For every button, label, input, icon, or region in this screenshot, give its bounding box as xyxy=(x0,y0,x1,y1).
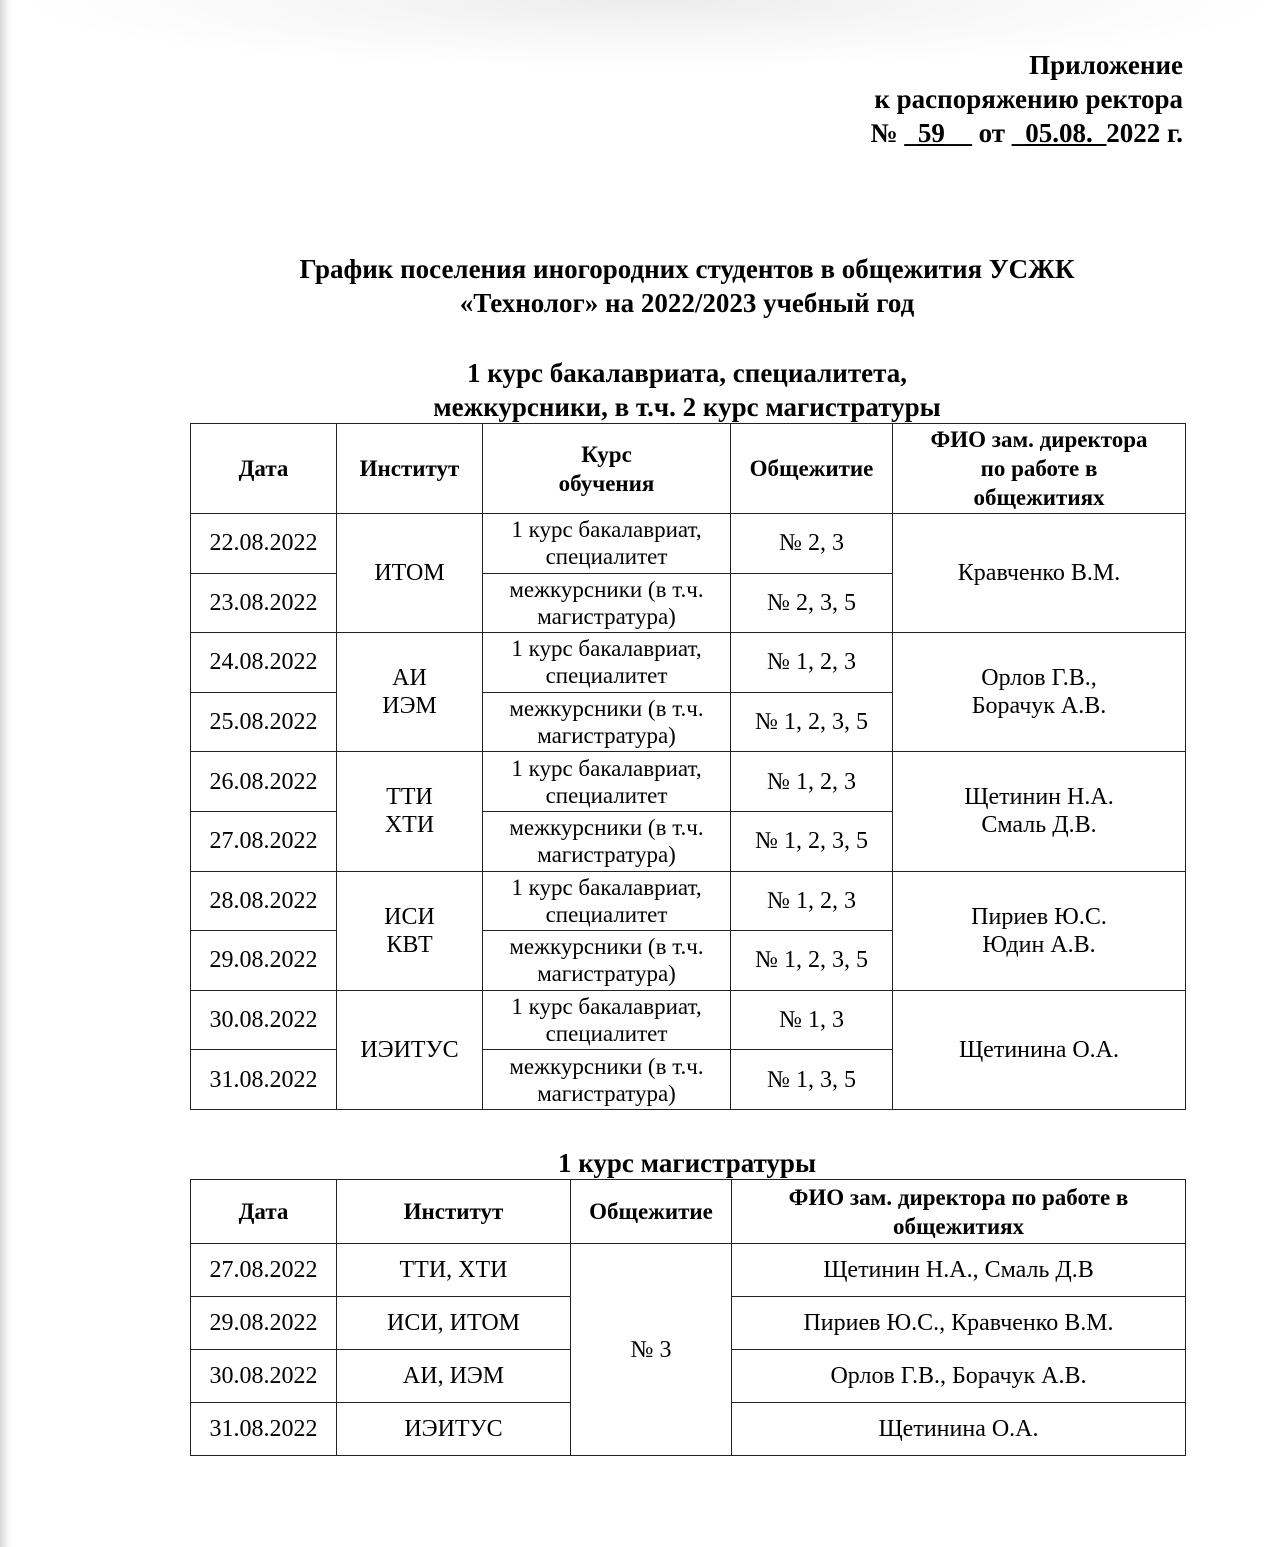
header-director-line2: общежитиях xyxy=(892,1213,1025,1239)
director-line: Смаль Д.В. xyxy=(981,812,1097,839)
cell-dorm: № 1, 2, 3 xyxy=(731,633,893,693)
header-course-line1: Курс xyxy=(581,441,632,467)
course-line: магистратура) xyxy=(537,723,676,749)
cell-date: 31.08.2022 xyxy=(191,1403,337,1456)
cell-institute: АИ, ИЭМ xyxy=(337,1350,571,1403)
cell-dorm: № 2, 3, 5 xyxy=(731,573,893,633)
cell-director: Пириев Ю.С., Кравченко В.М. xyxy=(732,1297,1186,1350)
document-title xyxy=(190,252,1184,320)
header-dorm: Общежитие xyxy=(731,424,893,514)
cell-institute xyxy=(337,871,483,990)
cell-institute xyxy=(337,752,483,871)
course-line: 1 курс бакалавриат, xyxy=(511,517,702,543)
header-director-line3: общежитиях xyxy=(973,485,1105,510)
course-line: межкурсники (в т.ч. xyxy=(509,1053,704,1079)
section1-heading xyxy=(190,356,1184,424)
cell-course xyxy=(483,990,731,1050)
cell-director xyxy=(893,752,1186,871)
course-line: магистратура) xyxy=(537,1080,676,1106)
title-line1: График поселения иногородних студентов в общежития УСЖК xyxy=(299,254,1075,284)
header-director xyxy=(893,424,1186,514)
appendix-block xyxy=(870,48,1183,150)
cell-dorm: № 3 xyxy=(571,1244,732,1456)
course-line: межкурсники (в т.ч. xyxy=(509,934,704,960)
table-row xyxy=(191,752,1186,812)
course-line: специалитет xyxy=(545,663,668,689)
director-line: Кравченко В.М. xyxy=(957,560,1121,587)
table-row xyxy=(191,1244,1186,1297)
section1-heading-line1: 1 курс бакалавриата, специалитета, xyxy=(467,358,907,388)
cell-date: 27.08.2022 xyxy=(191,1244,337,1297)
cell-director xyxy=(893,514,1186,633)
table-header-row xyxy=(191,1180,1186,1244)
cell-course xyxy=(483,633,731,693)
course-line: 1 курс бакалавриат, xyxy=(511,636,702,662)
cell-institute: ИСИ, ИТОМ xyxy=(337,1297,571,1350)
schedule-table-masters xyxy=(190,1179,1186,1456)
cell-institute xyxy=(337,514,483,633)
director-line: Щетинин Н.А. xyxy=(964,784,1114,811)
order-date: 05.08._ xyxy=(1025,118,1107,148)
cell-dorm: № 1, 2, 3 xyxy=(731,752,893,812)
cell-institute: ИЭИТУС xyxy=(337,1403,571,1456)
course-line: магистратура) xyxy=(537,603,676,629)
course-line: специалитет xyxy=(545,782,668,808)
cell-director: Щетинина О.А. xyxy=(732,1403,1186,1456)
page-edge-shadow xyxy=(0,0,12,1547)
cell-dorm: № 1, 2, 3, 5 xyxy=(731,811,893,871)
section1-heading-line2: межкурсники, в т.ч. 2 курс магистратуры xyxy=(433,392,941,422)
header-director-line1: ФИО зам. директора по работе в xyxy=(788,1184,1129,1210)
director-line: Щетинина О.А. xyxy=(958,1036,1120,1063)
cell-course xyxy=(483,514,731,574)
table-row xyxy=(191,990,1186,1050)
cell-dorm: № 1, 2, 3, 5 xyxy=(731,931,893,991)
director-line: Юдин А.В. xyxy=(982,931,1096,958)
course-line: 1 курс бакалавриат, xyxy=(511,874,702,900)
course-line: специалитет xyxy=(545,544,668,570)
header-director xyxy=(732,1180,1186,1244)
director-line: Пириев Ю.С. xyxy=(971,903,1107,930)
course-line: межкурсники (в т.ч. xyxy=(509,696,704,722)
cell-dorm: № 1, 2, 3, 5 xyxy=(731,692,893,752)
institute-line: ХТИ xyxy=(384,812,435,839)
order-number-suffix: __ от _ xyxy=(944,118,1026,148)
table-row xyxy=(191,633,1186,693)
cell-director: Орлов Г.В., Борачук А.В. xyxy=(732,1350,1186,1403)
course-line: магистратура) xyxy=(537,842,676,868)
cell-course xyxy=(483,692,731,752)
institute-line: АИ xyxy=(392,665,427,692)
cell-course xyxy=(483,1050,731,1110)
cell-date: 26.08.2022 xyxy=(191,752,337,812)
course-line: 1 курс бакалавриат, xyxy=(511,994,702,1020)
header-date: Дата xyxy=(191,1180,337,1244)
course-line: магистратура) xyxy=(537,961,676,987)
institute-line: ИЭМ xyxy=(382,693,437,720)
cell-date: 30.08.2022 xyxy=(191,1350,337,1403)
table-row xyxy=(191,514,1186,574)
header-director-line1: ФИО зам. директора xyxy=(930,427,1148,452)
section2-heading: 1 курс магистратуры xyxy=(557,1148,817,1178)
table-row xyxy=(191,871,1186,931)
course-line: специалитет xyxy=(545,901,668,927)
cell-course xyxy=(483,871,731,931)
header-course-line2: обучения xyxy=(558,470,655,496)
course-line: межкурсники (в т.ч. xyxy=(509,815,704,841)
director-line: Борачук А.В. xyxy=(971,693,1107,720)
cell-dorm: № 1, 3 xyxy=(731,990,893,1050)
table-header-row xyxy=(191,424,1186,514)
cell-date: 23.08.2022 xyxy=(191,573,337,633)
header-course xyxy=(483,424,731,514)
schedule-table-bachelors xyxy=(190,423,1186,1110)
cell-institute xyxy=(337,990,483,1109)
cell-course xyxy=(483,573,731,633)
cell-dorm: № 1, 2, 3 xyxy=(731,871,893,931)
order-year: 2022 г. xyxy=(1106,118,1183,148)
header-dorm: Общежитие xyxy=(571,1180,732,1244)
cell-date: 25.08.2022 xyxy=(191,692,337,752)
cell-dorm: № 1, 3, 5 xyxy=(731,1050,893,1110)
cell-dorm: № 2, 3 xyxy=(731,514,893,574)
cell-date: 29.08.2022 xyxy=(191,931,337,991)
cell-institute xyxy=(337,633,483,752)
cell-institute: ТТИ, ХТИ xyxy=(337,1244,571,1297)
cell-director xyxy=(893,990,1186,1109)
institute-line: ИТОМ xyxy=(374,560,445,587)
cell-director xyxy=(893,871,1186,990)
cell-date: 28.08.2022 xyxy=(191,871,337,931)
institute-line: ТТИ xyxy=(386,784,433,811)
cell-date: 24.08.2022 xyxy=(191,633,337,693)
institute-line: ИСИ xyxy=(384,903,435,930)
appendix-line2: к распоряжению ректора xyxy=(874,84,1183,114)
cell-date: 27.08.2022 xyxy=(191,811,337,871)
director-line: Орлов Г.В., xyxy=(981,665,1097,692)
cell-date: 29.08.2022 xyxy=(191,1297,337,1350)
order-number-prefix: № _ xyxy=(870,118,918,148)
appendix-line1: Приложение xyxy=(1029,50,1183,80)
header-date: Дата xyxy=(191,424,337,514)
cell-date: 30.08.2022 xyxy=(191,990,337,1050)
cell-director xyxy=(893,633,1186,752)
institute-line: КВТ xyxy=(386,931,433,958)
title-line2: «Технолог» на 2022/2023 учебный год xyxy=(459,288,915,318)
course-line: межкурсники (в т.ч. xyxy=(509,576,704,602)
institute-line: ИЭИТУС xyxy=(360,1036,459,1063)
appendix-order-line xyxy=(870,116,1183,150)
header-director-line2: по работе в xyxy=(980,456,1098,481)
cell-course xyxy=(483,811,731,871)
header-institute: Институт xyxy=(337,1180,571,1244)
order-number: 59 xyxy=(917,118,945,148)
course-line: специалитет xyxy=(545,1021,668,1047)
cell-course xyxy=(483,931,731,991)
course-line: 1 курс бакалавриат, xyxy=(511,755,702,781)
cell-course xyxy=(483,752,731,812)
cell-date: 31.08.2022 xyxy=(191,1050,337,1110)
cell-date: 22.08.2022 xyxy=(191,514,337,574)
header-institute: Институт xyxy=(337,424,483,514)
cell-director: Щетинин Н.А., Смаль Д.В xyxy=(732,1244,1186,1297)
